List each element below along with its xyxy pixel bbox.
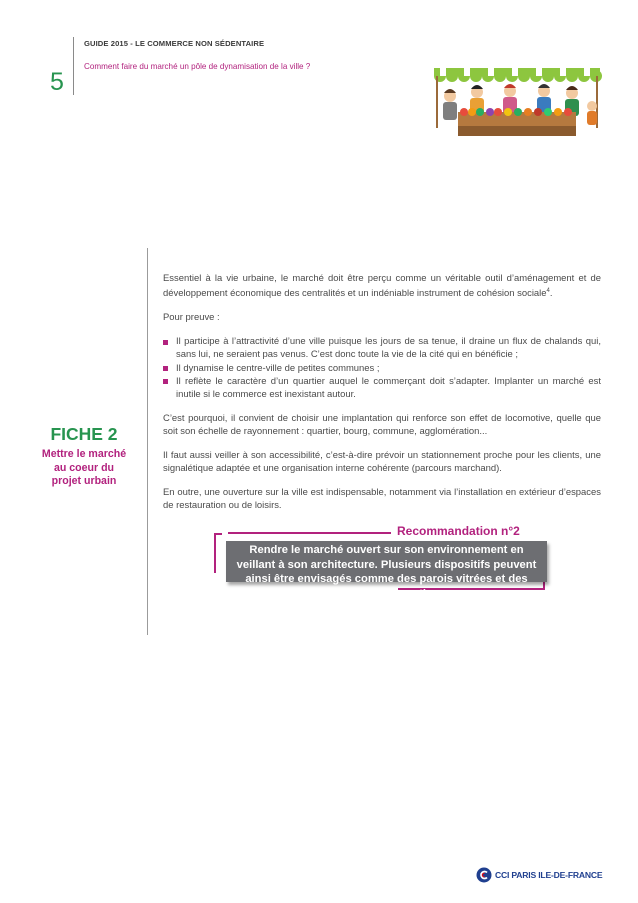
guide-subtitle: Comment faire du marché un pôle de dynamisation de la ville ?	[84, 62, 311, 71]
list-item-text: Il reflète le caractère d’un quartier auquel le commerçant doit s’adapter. Implanter un marché est inutile si le commerce est inexistant autour.	[176, 375, 601, 401]
intro-end: .	[549, 288, 553, 300]
guide-title: GUIDE 2015 - LE COMMERCE NON SÉDENTAIRE	[84, 39, 265, 48]
list-item	[163, 335, 601, 362]
list-item-text: Il dynamise le centre-ville de petites communes ;	[176, 362, 380, 374]
main-content	[163, 272, 601, 523]
reco-frame-left-line	[214, 533, 216, 573]
fiche-subtitle-line: projet urbain	[51, 475, 117, 487]
cci-logo-text: CCI PARIS ILE-DE-FRANCE	[495, 870, 603, 880]
bullet-list	[163, 335, 601, 401]
fiche-subtitle	[30, 448, 138, 489]
intro-text: Essentiel à la vie urbaine, le marché doit être perçu comme un véritable outil d’aménagement et de développement économique des centralités et un indéniable instrument de cohésion sociale	[163, 273, 601, 300]
cci-logo	[476, 867, 602, 883]
reco-frame-top-line	[228, 532, 391, 534]
fiche-title: FICHE 2	[50, 424, 118, 444]
fiche-subtitle-line: Mettre le marché	[41, 448, 127, 460]
content-divider	[147, 248, 148, 635]
bullet-square-icon	[163, 379, 168, 384]
recommendation-label: Recommandation n°2	[397, 524, 520, 538]
body-paragraph: En outre, une ouverture sur la ville est indispensable, notamment via l’installation en extérieur d’espaces de restauration ou de loisirs.	[163, 486, 601, 511]
list-item	[163, 375, 601, 402]
proof-lead: Pour preuve :	[163, 312, 220, 324]
footnote-ref: 4	[546, 288, 550, 295]
list-item-text: Il participe à l’attractivité d’une ville puisque les jours de sa tenue, il draine un flux de chalands qui, sans lui, ne seraient pas venus. C’est donc toute la vie de la cité qui en bénéficie ;	[176, 336, 601, 361]
header-divider	[73, 37, 74, 95]
body-paragraph: C’est pourquoi, il convient de choisir une implantation qui renforce son effet de locomotive, quelle que soit son échelle de rayonnement : quartier, bourg, commune, agglomération...	[163, 412, 601, 437]
bullet-square-icon	[163, 366, 168, 371]
recommendation-box: Rendre le marché ouvert sur son environnement en veillant à son architecture. Plusieurs dispositifs peuvent ainsi être envisagés comme des parois vitrées et des lieux de restauration.	[226, 541, 547, 582]
bullet-square-icon	[163, 340, 168, 345]
market-illustration	[432, 62, 602, 142]
list-item	[163, 362, 601, 375]
cci-logo-icon	[476, 867, 492, 883]
fiche-subtitle-line: au coeur du	[53, 461, 115, 474]
page-number: 5	[50, 68, 64, 96]
intro-paragraph	[163, 272, 601, 301]
body-paragraph: Il faut aussi veiller à son accessibilité, c’est-à-dire prévoir un stationnement proche pour les clients, une signalétique adaptée et une organisation interne cohérente (parcours marchand).	[163, 449, 601, 474]
